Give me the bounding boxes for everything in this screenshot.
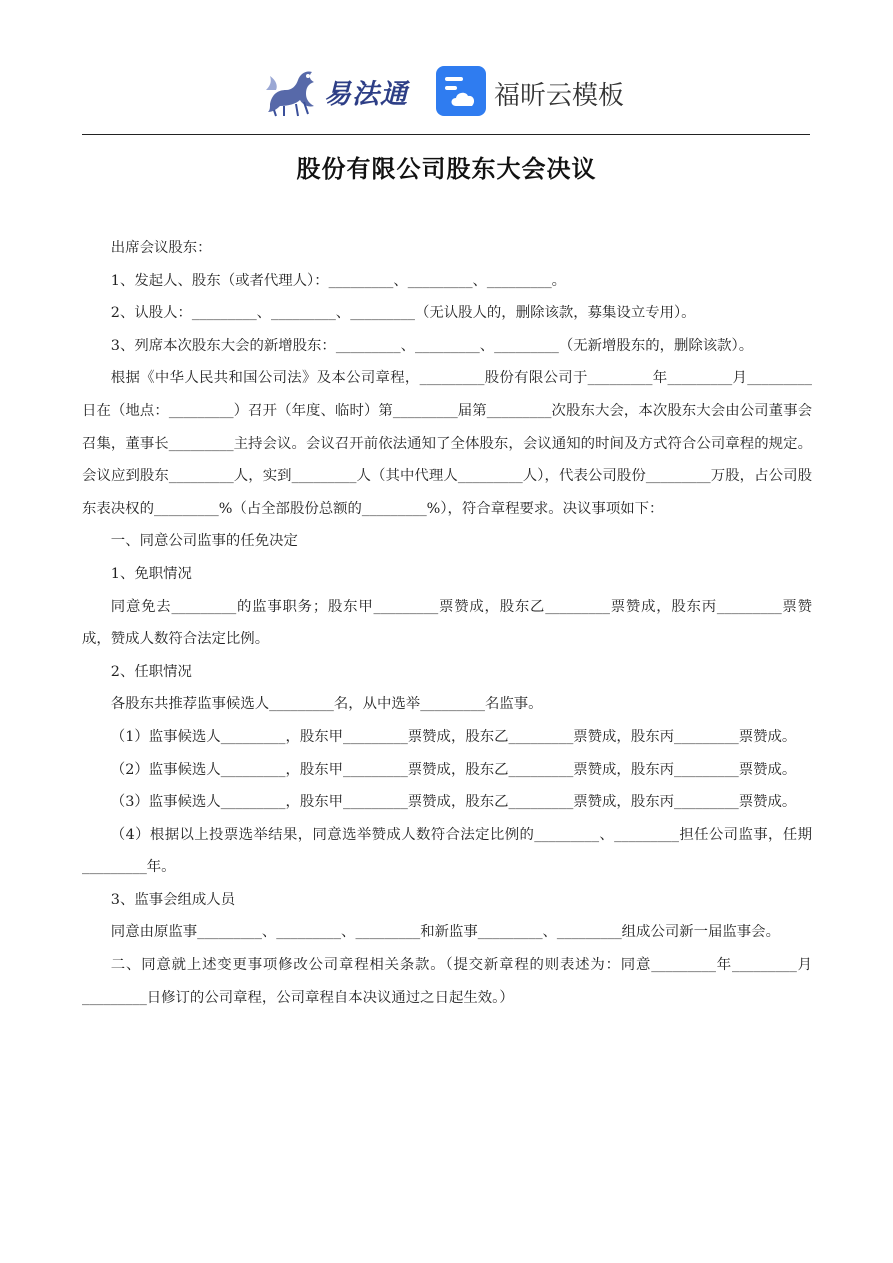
document-title: 股份有限公司股东大会决议 <box>296 154 597 183</box>
logo2-text: 福昕云模板 <box>494 81 625 111</box>
paragraph: （4）根据以上投票选举结果，同意选举赞成人数符合法定比例的_________、_________担任公司监事，任期_________年。 <box>82 826 812 876</box>
section-heading: 二、同意就上述变更事项修改公司章程相关条款。（提交新章程的则表述为：同意_________年_________月_________日修订的公司章程，公司章程自本决议通过之日起生效。） <box>82 957 812 1006</box>
yifatong-logo <box>262 60 412 118</box>
paragraph: 各股东共推荐监事候选人_________名，从中选举_________名监事。 <box>110 696 543 713</box>
foxit-template-logo <box>436 66 636 118</box>
paragraph: 同意免去_________的监事职务；股东甲_________票赞成，股东乙_________票赞成，股东丙_________票赞成，赞成人数符合法定比例。 <box>82 598 812 648</box>
paragraph: 2、认股人：_________、_________、_________（无认股人的，删除该款，募集设立专用）。 <box>110 305 696 322</box>
paragraph: 根据《中华人民共和国公司法》及本公司章程，_________股份有限公司于_________年_________月_________日在（地点：_________）召开（年度、临时）第_________届第_________次股东大会，本次股东大会由公司董事会召集，董事长_________主持会议。会议召开前依法通知了全体股东，会议通知的时间及方式符合公司章程的规定。会议应到股东_________人，实到_________人（其中代理人_________人），代表公司股份_________万股，占公司股东表决权的_________%（占全部股份总额的_________%），符合章程要求。决议事项如下： <box>82 370 812 517</box>
subsection-heading: 2、任职情况 <box>110 663 192 680</box>
page-header <box>0 58 893 124</box>
header-divider <box>82 134 810 135</box>
subsection-heading: 1、免职情况 <box>110 565 192 582</box>
paragraph: 同意由原监事_________、_________、_________和新监事_________、_________组成公司新一届监事会。 <box>110 924 780 941</box>
paragraph: （1）监事候选人_________，股东甲_________票赞成，股东乙_________票赞成，股东丙_________票赞成。 <box>110 728 797 745</box>
paragraph: （2）监事候选人_________，股东甲_________票赞成，股东乙_________票赞成，股东丙_________票赞成。 <box>110 761 797 778</box>
qilin-emblem-icon <box>262 60 320 118</box>
paragraph: 3、列席本次股东大会的新增股东：_________、_________、_________（无新增股东的，删除该款）。 <box>110 337 754 354</box>
cloud-template-icon <box>436 66 486 116</box>
paragraph: （3）监事候选人_________，股东甲_________票赞成，股东乙_________票赞成，股东丙_________票赞成。 <box>110 794 797 811</box>
paragraph: 1、发起人、股东（或者代理人）：_________、_________、_________。 <box>110 272 567 289</box>
document-body <box>82 232 812 1014</box>
subsection-heading: 3、监事会组成人员 <box>110 891 236 908</box>
logo1-text: 易法通 <box>324 79 408 110</box>
paragraph: 出席会议股东： <box>110 240 212 256</box>
section-heading: 一、同意公司监事的任免决定 <box>110 533 298 550</box>
